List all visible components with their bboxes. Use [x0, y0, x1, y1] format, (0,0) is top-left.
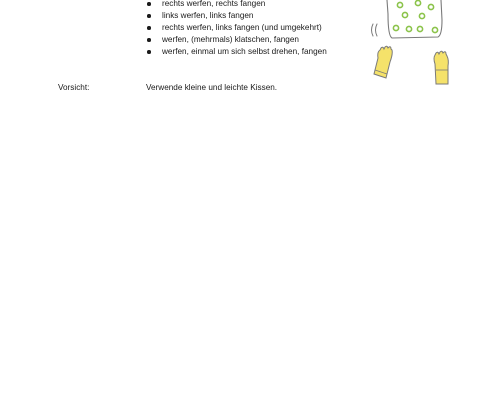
pillow-toss-illustration [360, 0, 460, 90]
bullet-icon [147, 2, 151, 6]
list-item-text: links werfen, links fangen [162, 11, 254, 20]
list-item-text: rechts werfen, links fangen (und umgekehrt) [162, 23, 322, 32]
bullet-icon [147, 50, 151, 54]
caution-text: Verwende kleine und leichte Kissen. [146, 83, 278, 92]
list-item [145, 0, 327, 10]
list-item [145, 46, 327, 58]
list-item-text: werfen, einmal um sich selbst drehen, fangen [162, 47, 327, 56]
list-item [145, 34, 327, 46]
caution-label: Vorsicht: [58, 83, 90, 92]
right-hand-icon [434, 51, 448, 84]
pillow-icon [387, 0, 442, 38]
list-item-text: rechts werfen, rechts fangen [162, 0, 266, 8]
motion-lines-icon [372, 24, 378, 36]
list-item-text: werfen, (mehrmals) klatschen, fangen [162, 35, 299, 44]
list-item [145, 10, 327, 22]
bullet-icon [147, 38, 151, 42]
bullet-icon [147, 14, 151, 18]
bullet-icon [147, 26, 151, 30]
left-hand-icon [374, 46, 392, 78]
list-item [145, 22, 327, 34]
exercise-list [145, 0, 327, 58]
